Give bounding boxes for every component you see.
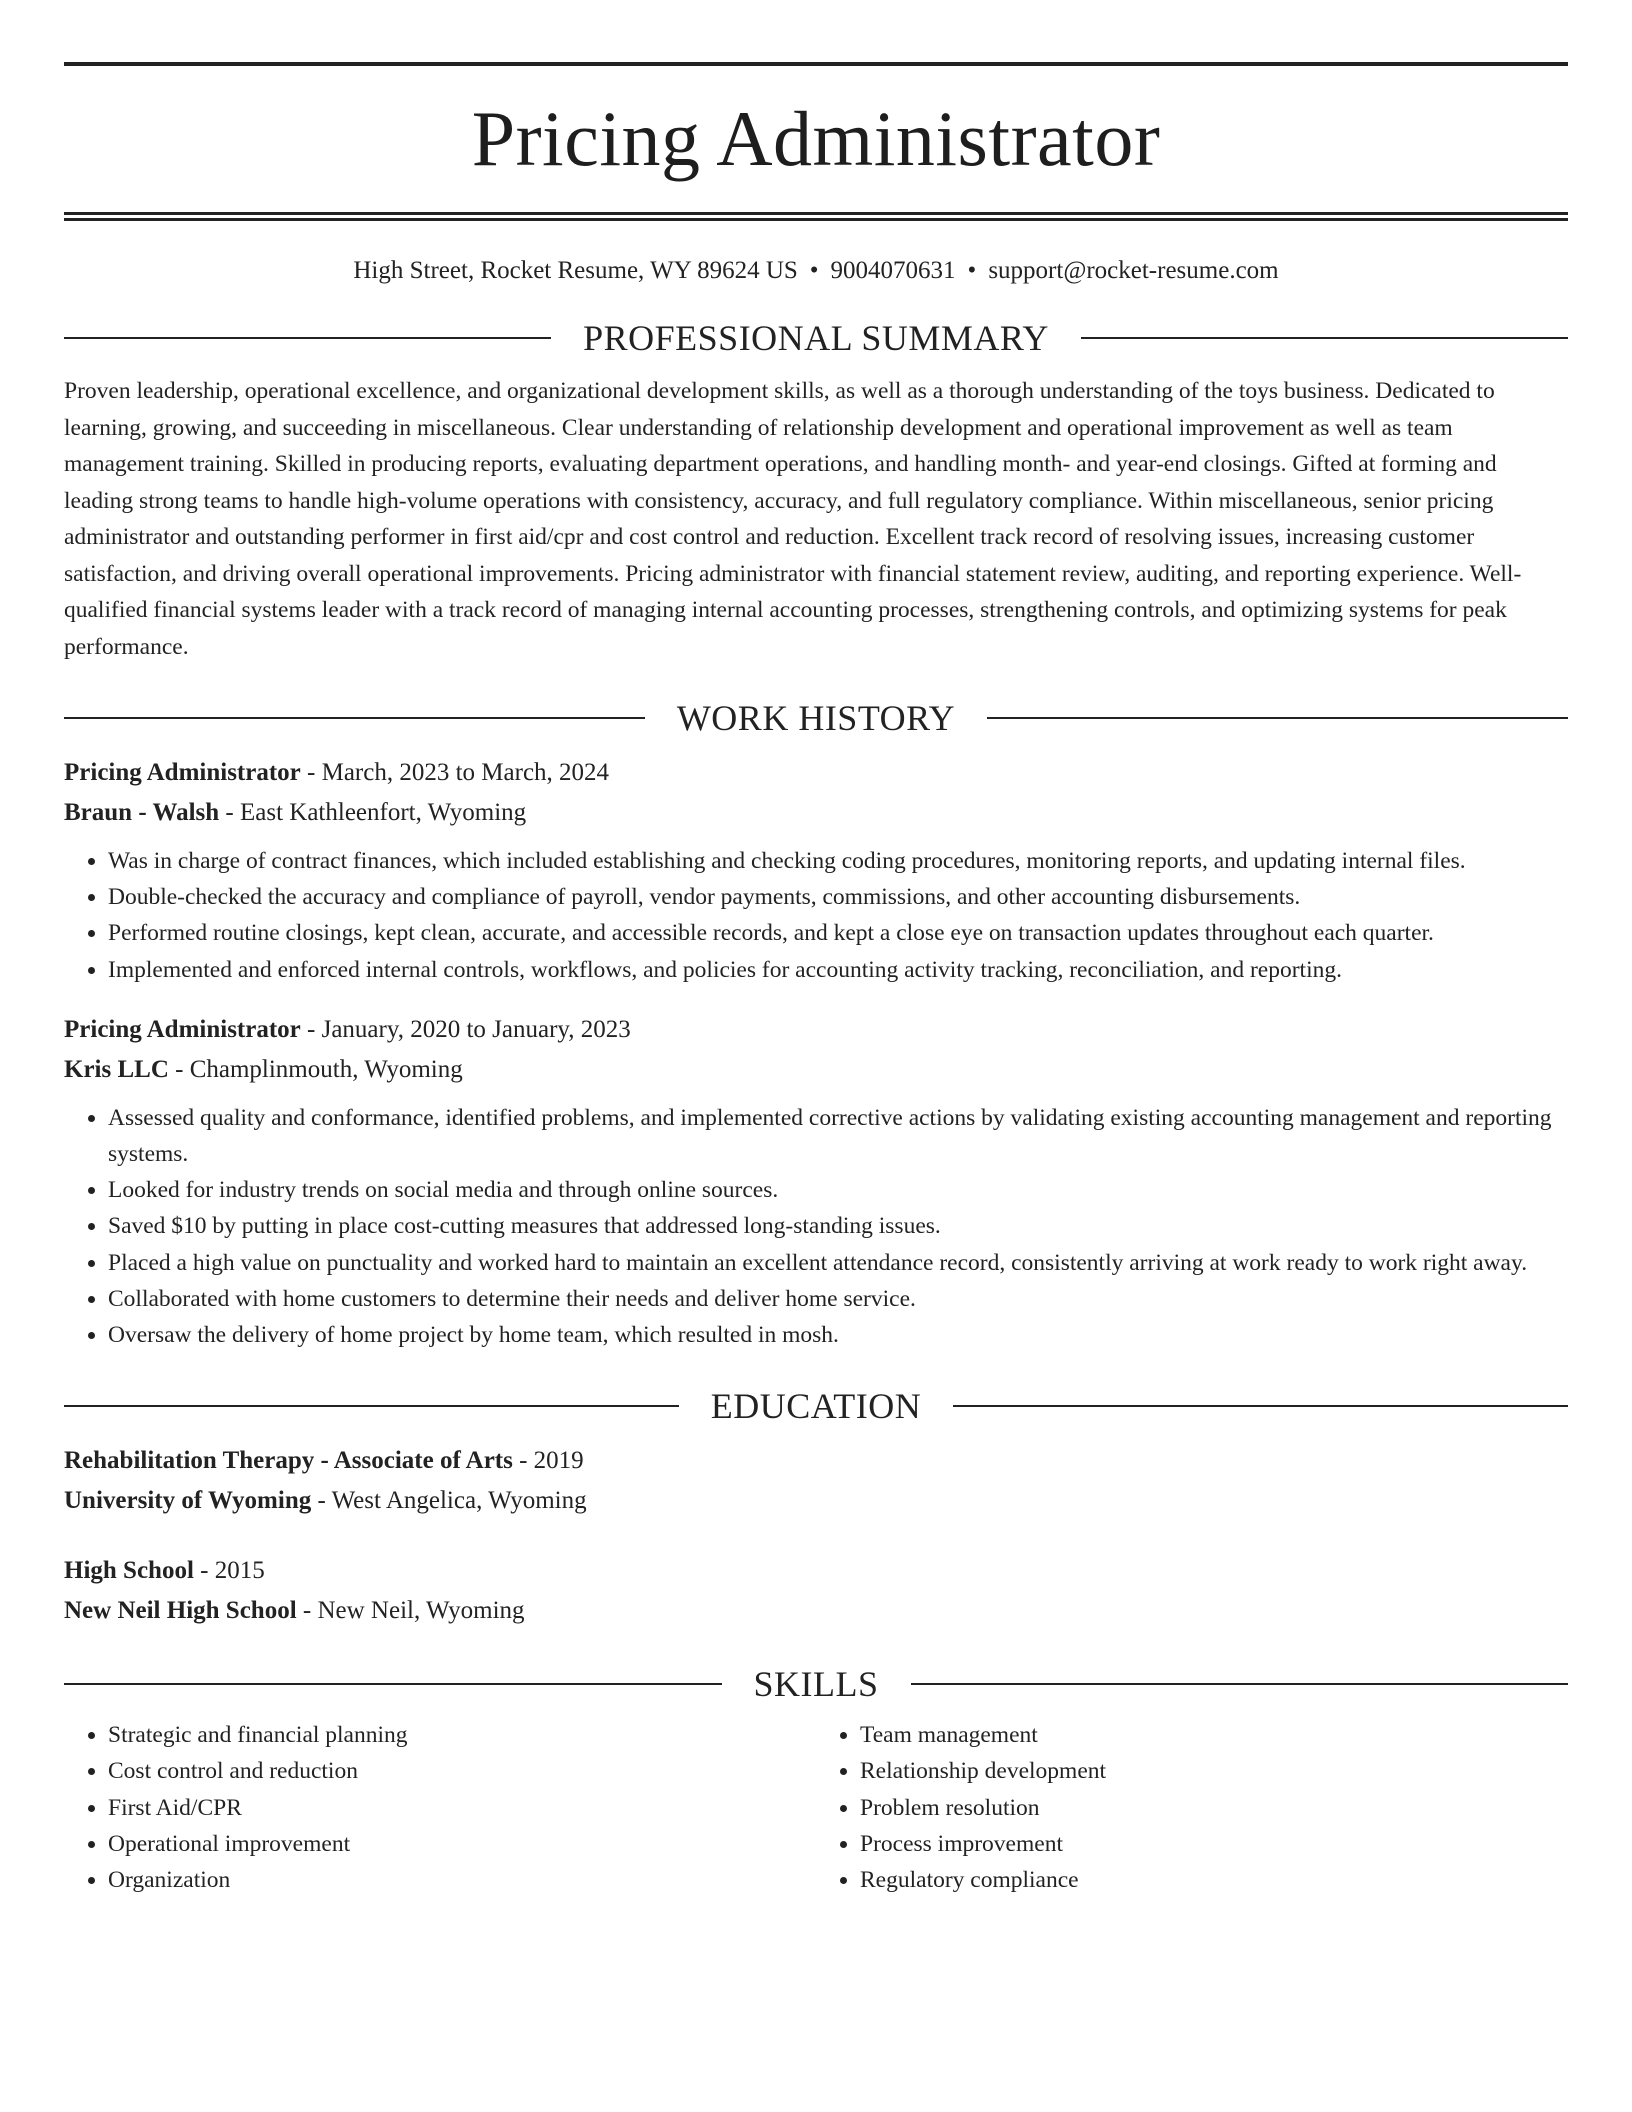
heading-rule-right bbox=[987, 717, 1568, 719]
education-entry bbox=[64, 1551, 1568, 1631]
job-company-line bbox=[64, 793, 1568, 833]
section-heading-summary bbox=[64, 317, 1568, 359]
section-heading-education bbox=[64, 1385, 1568, 1427]
education-location: - West Angelica, Wyoming bbox=[311, 1487, 587, 1515]
list-item: • Implemented and enforced internal controls, workflows, and policies for accounting activity tracking, reconciliation, and reporting. bbox=[108, 952, 1568, 988]
skill-item: • Team management bbox=[860, 1717, 1568, 1753]
list-item: • Placed a high value on punctuality and worked hard to maintain an excellent attendance record, consistently arriving at work ready to work right away. bbox=[108, 1245, 1568, 1281]
heading-rule-right bbox=[1081, 337, 1568, 339]
summary-paragraph: Proven leadership, operational excellence, and organizational development skills, as well as a thorough understanding of the toys business. Dedicated to learning, growing, and succeeding in miscellaneous. Clear understanding of relationship development and operational improvement as well as team management training. Skilled in producing reports, evaluating department operations, and handling month- and year-end closings. Gifted at forming and leading strong teams to handle high-volume operations with consistency, accuracy, and full regulatory compliance. Within miscellaneous, senior pricing administrator and outstanding performer in first aid/cpr and cost control and reduction. Excellent track record of resolving issues, increasing customer satisfaction, and driving overall operational improvements. Pricing administrator with financial statement review, auditing, and reporting experience. Well-qualified financial systems leader with a track record of managing internal accounting processes, strengthening controls, and optimizing systems for peak performance. bbox=[64, 378, 1522, 660]
education-degree-line bbox=[64, 1551, 1568, 1591]
education-degree: Rehabilitation Therapy - Associate of Arts bbox=[64, 1447, 513, 1475]
list-item: • Saved $10 by putting in place cost-cutting measures that addressed long-standing issues. bbox=[108, 1208, 1568, 1244]
education-entry bbox=[64, 1441, 1568, 1521]
resume-page bbox=[64, 0, 1568, 1898]
skill-item: • Strategic and financial planning bbox=[108, 1717, 816, 1753]
job-title: Pricing Administrator bbox=[64, 759, 301, 786]
contact-address: High Street, Rocket Resume, WY 89624 US bbox=[353, 257, 798, 284]
education-degree-line bbox=[64, 1441, 1568, 1481]
education-year: - 2019 bbox=[512, 1447, 584, 1475]
job-dates: - March, 2023 to March, 2024 bbox=[300, 759, 610, 786]
skill-item: • Operational improvement bbox=[108, 1826, 816, 1862]
page-title: Pricing Administrator bbox=[471, 95, 1161, 182]
heading-rule-left bbox=[64, 1683, 722, 1685]
job-bullets bbox=[64, 843, 1568, 988]
job-company: Braun - Walsh bbox=[64, 799, 220, 826]
section-title: WORK HISTORY bbox=[676, 698, 956, 738]
contact-phone: 9004070631 bbox=[830, 257, 956, 284]
section-title: EDUCATION bbox=[710, 1386, 922, 1427]
job-location: - East Kathleenfort, Wyoming bbox=[219, 799, 527, 826]
section-title: SKILLS bbox=[753, 1664, 879, 1705]
education-school-line bbox=[64, 1591, 1568, 1631]
skill-item: • Problem resolution bbox=[860, 1790, 1568, 1826]
contact-email: support@rocket-resume.com bbox=[988, 257, 1279, 284]
contact-separator: • bbox=[809, 257, 819, 284]
skill-item: • Cost control and reduction bbox=[108, 1753, 816, 1789]
top-rule bbox=[64, 62, 1568, 66]
job-bullets bbox=[64, 1100, 1568, 1353]
job-dates: - January, 2020 to January, 2023 bbox=[300, 1015, 631, 1043]
job-entry bbox=[64, 753, 1568, 988]
list-item: • Double-checked the accuracy and compliance of payroll, vendor payments, commissions, and other accounting disbursements. bbox=[108, 879, 1568, 915]
education-school-line bbox=[64, 1481, 1568, 1521]
job-title-line bbox=[64, 1010, 1568, 1050]
list-item: • Performed routine closings, kept clean, accurate, and accessible records, and kept a close eye on transaction updates throughout each quarter. bbox=[108, 915, 1568, 951]
heading-rule-right bbox=[953, 1405, 1568, 1407]
job-company-line bbox=[64, 1050, 1568, 1090]
list-item: • Looked for industry trends on social media and through online sources. bbox=[108, 1172, 1568, 1208]
skill-item: • Regulatory compliance bbox=[860, 1862, 1568, 1898]
section-heading-skills bbox=[64, 1663, 1568, 1705]
skills-list bbox=[64, 1717, 1568, 1898]
list-item: • Was in charge of contract finances, which included establishing and checking coding procedures, monitoring reports, and updating internal files. bbox=[108, 843, 1568, 879]
heading-rule-left bbox=[64, 337, 551, 339]
job-company: Kris LLC bbox=[64, 1055, 169, 1083]
education-degree: High School bbox=[64, 1557, 194, 1585]
education-location: - New Neil, Wyoming bbox=[296, 1597, 525, 1625]
list-item: • Oversaw the delivery of home project by home team, which resulted in mosh. bbox=[108, 1317, 1568, 1353]
education-year: - 2015 bbox=[193, 1557, 265, 1585]
heading-rule-left bbox=[64, 1405, 679, 1407]
skills-column-left bbox=[64, 1717, 816, 1898]
job-location: - Champlinmouth, Wyoming bbox=[168, 1055, 463, 1083]
list-item: • Collaborated with home customers to determine their needs and deliver home service. bbox=[108, 1281, 1568, 1317]
skill-item: • Process improvement bbox=[860, 1826, 1568, 1862]
contact-line bbox=[64, 257, 1568, 285]
section-title: PROFESSIONAL SUMMARY bbox=[583, 318, 1049, 358]
job-title: Pricing Administrator bbox=[64, 1015, 301, 1043]
section-heading-work bbox=[64, 697, 1568, 739]
skills-column-right bbox=[816, 1717, 1568, 1898]
skill-item: • Organization bbox=[108, 1862, 816, 1898]
title-double-rule bbox=[64, 212, 1568, 221]
contact-separator: • bbox=[967, 257, 977, 284]
job-title-line bbox=[64, 753, 1568, 793]
education-school: University of Wyoming bbox=[64, 1487, 312, 1515]
heading-rule-left bbox=[64, 717, 645, 719]
heading-rule-right bbox=[911, 1683, 1569, 1685]
education-school: New Neil High School bbox=[64, 1597, 297, 1625]
list-item: • Assessed quality and conformance, identified problems, and implemented corrective actions by validating existing accounting management and reporting systems. bbox=[108, 1100, 1568, 1172]
job-entry bbox=[64, 1010, 1568, 1353]
skill-item: • First Aid/CPR bbox=[108, 1790, 816, 1826]
skill-item: • Relationship development bbox=[860, 1753, 1568, 1789]
